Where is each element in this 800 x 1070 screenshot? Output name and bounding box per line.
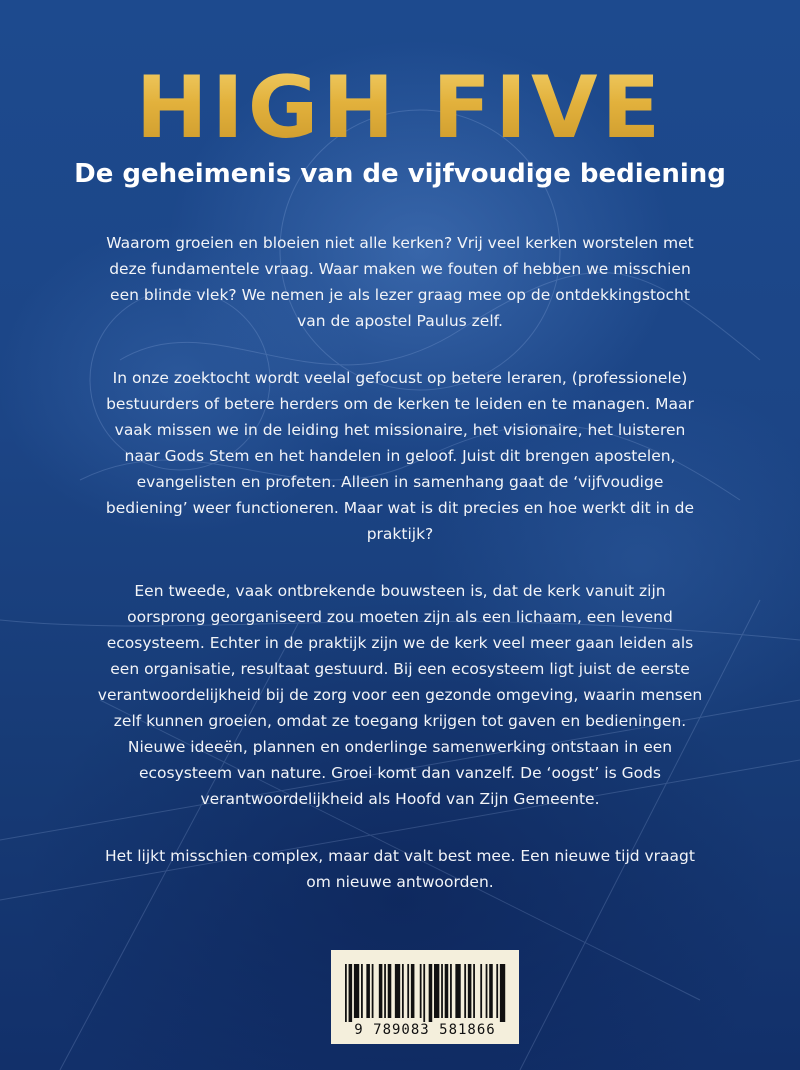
isbn-barcode — [331, 950, 519, 1044]
barcode-bar — [464, 964, 466, 1018]
barcode-bar — [480, 964, 482, 1018]
barcode-bar — [468, 964, 472, 1018]
barcode-bar — [395, 964, 400, 1018]
barcode-bar — [402, 964, 404, 1018]
blurb — [96, 230, 704, 926]
book-subtitle: De geheimenis van de vijfvoudige bediening — [74, 159, 726, 189]
blurb-paragraph-2: In onze zoektocht wordt veelal gefocust op betere leraren, (professionele) bestuurders of betere herders om de kerken te leiden en te managen. Maar vaak missen we in de leiding het missionaire, het visionaire, het luisteren naar Gods Stem en het handelen in geloof. Juist dit brengen apostelen, evangelisten en profeten. Alleen in samenhang gaat de ‘vijfvoudige bediening’ weer functioneren. Maar wat is dit precies en hoe werkt dit in de praktijk? — [105, 369, 695, 543]
barcode-bar — [354, 964, 359, 1018]
blurb-paragraph-4: Het lijkt misschien complex, maar dat valt best mee. Een nieuwe tijd vraagt om nieuwe antwoorden. — [105, 847, 695, 891]
barcode-bar — [429, 964, 433, 1022]
barcode-bar — [361, 964, 363, 1018]
barcode-bar — [455, 964, 460, 1018]
barcode-bar — [434, 964, 439, 1018]
barcode-bar — [420, 964, 422, 1018]
barcode-bar — [384, 964, 386, 1018]
barcode-bar — [500, 964, 505, 1022]
barcode-bar — [407, 964, 409, 1018]
barcode-bar — [423, 964, 425, 1022]
blurb-paragraph-3: Een tweede, vaak ontbrekende bouwsteen is, dat de kerk vanuit zijn oorsprong georganiseerd zou moeten zijn als een lichaam, een levend ecosysteem. Echter in de praktijk zijn we de kerk veel meer gaan leiden als een organisatie, resultaat gestuurd. Bij een ecosysteem ligt juist de eerste verantwoordelijkheid bij de zorg voor een gezonde omgeving, waarin mensen zelf kunnen groeien, omdat ze toegang krijgen tot gaven en bedieningen. Nieuwe ideeën, plannen en onderlinge samenwerking ontstaan in een ecosysteem van nature. Groei komt dan vanzelf. De ‘oogst’ is Gods verantwoordelijkheid als Hoofd van Zijn Gemeente. — [97, 582, 703, 808]
barcode-bar — [388, 964, 392, 1018]
barcode-bar — [372, 964, 374, 1018]
blurb-paragraph-1: Waarom groeien en bloeien niet alle kerken? Vrij veel kerken worstelen met deze fundamentele vraag. Waar maken we fouten of hebben we misschien een blinde vlek? We nemen je als lezer graag mee op de ontdekkingstocht van de apostel Paulus zelf. — [106, 234, 694, 330]
book-title: HIGH FIVE — [0, 58, 800, 158]
barcode-bar — [411, 964, 415, 1018]
barcode-bar — [345, 964, 347, 1022]
barcode-bar — [473, 964, 475, 1018]
isbn-number: 9 789083 581866 — [354, 1022, 496, 1038]
barcode-bar — [445, 964, 449, 1018]
barcode-bar — [366, 964, 370, 1018]
barcode-bar — [450, 964, 452, 1018]
barcode-bar — [349, 964, 353, 1022]
barcode-bar — [486, 964, 488, 1018]
barcode-bar — [379, 964, 383, 1018]
barcode-bar — [496, 964, 498, 1018]
barcode-bars-icon — [345, 964, 507, 1022]
barcode-bar — [441, 964, 443, 1018]
barcode-bar — [489, 964, 493, 1018]
